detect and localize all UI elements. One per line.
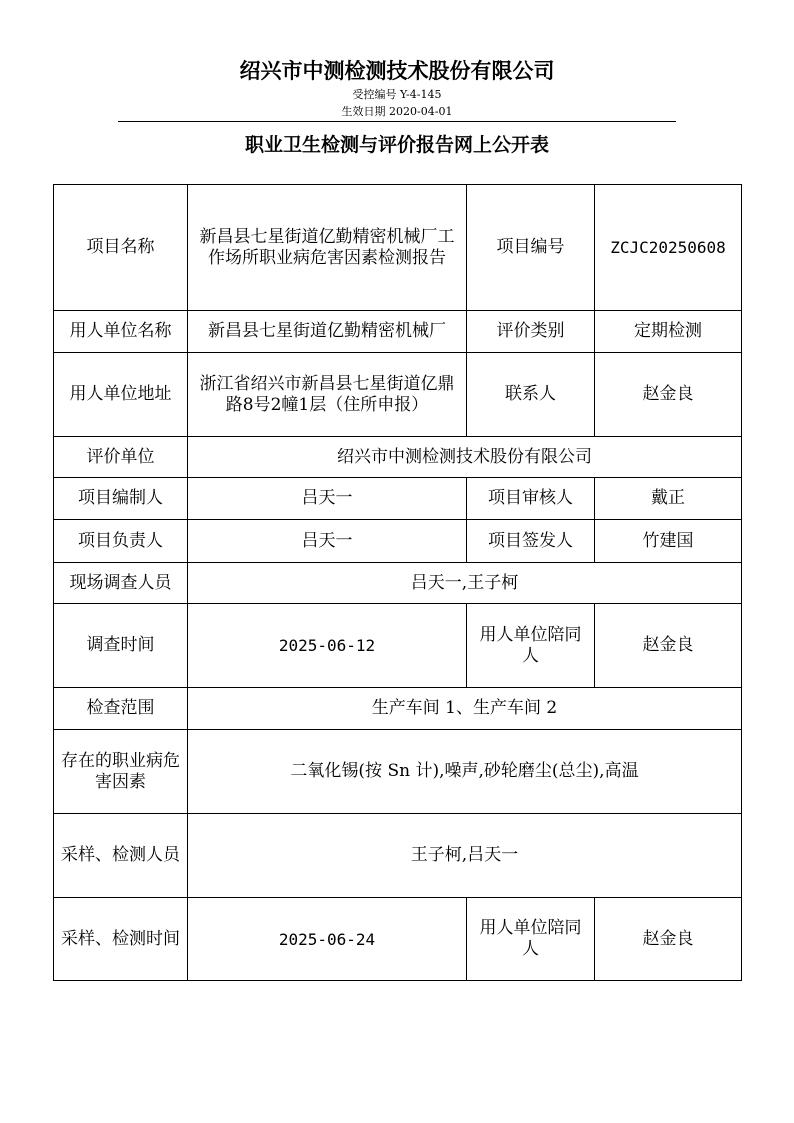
contact-label: 联系人 xyxy=(467,353,595,437)
project-name-value: 新昌县七星街道亿勤精密机械厂工作场所职业病危害因素检测报告 xyxy=(188,185,467,311)
table-row xyxy=(54,563,742,604)
table-row xyxy=(54,353,742,437)
table-row xyxy=(54,437,742,478)
sampling-time-label: 采样、检测时间 xyxy=(54,898,188,981)
scope-value: 生产车间 1、生产车间 2 xyxy=(188,688,742,730)
evaluation-unit-value: 绍兴市中测检测技术股份有限公司 xyxy=(188,437,742,478)
compiler-value: 吕天一 xyxy=(188,478,467,520)
company-name: 绍兴市中测检测技术股份有限公司 xyxy=(239,58,555,83)
issuer-value: 竹建国 xyxy=(595,520,742,563)
survey-staff-label: 现场调查人员 xyxy=(54,563,188,604)
address-value: 浙江省绍兴市新昌县七星街道亿鼎路8号2幢1层（住所申报） xyxy=(188,353,467,437)
sampling-staff-value: 王子柯,吕天一 xyxy=(188,814,742,898)
employer-label: 用人单位名称 xyxy=(54,311,188,353)
table-row xyxy=(54,604,742,688)
survey-accompany-label: 用人单位陪同人 xyxy=(467,604,595,688)
reviewer-label: 项目审核人 xyxy=(467,478,595,520)
scope-label: 检查范围 xyxy=(54,688,188,730)
table-row xyxy=(54,688,742,730)
sampling-accompany-label: 用人单位陪同人 xyxy=(467,898,595,981)
survey-accompany-value: 赵金良 xyxy=(595,604,742,688)
hazards-label: 存在的职业病危害因素 xyxy=(54,730,188,814)
sampling-accompany-value: 赵金良 xyxy=(595,898,742,981)
survey-time-label: 调查时间 xyxy=(54,604,188,688)
evaluation-type-label: 评价类别 xyxy=(467,311,595,353)
table-row xyxy=(54,898,742,981)
project-number-label: 项目编号 xyxy=(467,185,595,311)
contact-value: 赵金良 xyxy=(595,353,742,437)
table-row xyxy=(54,478,742,520)
header-divider xyxy=(118,121,676,122)
employer-value: 新昌县七星街道亿勤精密机械厂 xyxy=(188,311,467,353)
table-row xyxy=(54,185,742,311)
evaluation-type-value: 定期检测 xyxy=(595,311,742,353)
project-number-value: ZCJC20250608 xyxy=(595,185,742,311)
leader-label: 项目负责人 xyxy=(54,520,188,563)
document-title: 职业卫生检测与评价报告网上公开表 xyxy=(244,134,549,156)
project-name-label: 项目名称 xyxy=(54,185,188,311)
sampling-staff-label: 采样、检测人员 xyxy=(54,814,188,898)
table-row xyxy=(54,311,742,353)
reviewer-value: 戴正 xyxy=(595,478,742,520)
control-number: 受控编号 Y-4-145 xyxy=(352,88,442,101)
table-row xyxy=(54,814,742,898)
address-label: 用人单位地址 xyxy=(54,353,188,437)
disclosure-table xyxy=(53,184,742,981)
compiler-label: 项目编制人 xyxy=(54,478,188,520)
leader-value: 吕天一 xyxy=(188,520,467,563)
hazards-value: 二氧化锡(按 Sn 计),噪声,砂轮磨尘(总尘),高温 xyxy=(188,730,742,814)
sampling-time-value: 2025-06-24 xyxy=(188,898,467,981)
table-row xyxy=(54,730,742,814)
evaluation-unit-label: 评价单位 xyxy=(54,437,188,478)
issuer-label: 项目签发人 xyxy=(467,520,595,563)
survey-time-value: 2025-06-12 xyxy=(188,604,467,688)
effective-date: 生效日期 2020-04-01 xyxy=(341,105,453,118)
survey-staff-value: 吕天一,王子柯 xyxy=(188,563,742,604)
table-row xyxy=(54,520,742,563)
